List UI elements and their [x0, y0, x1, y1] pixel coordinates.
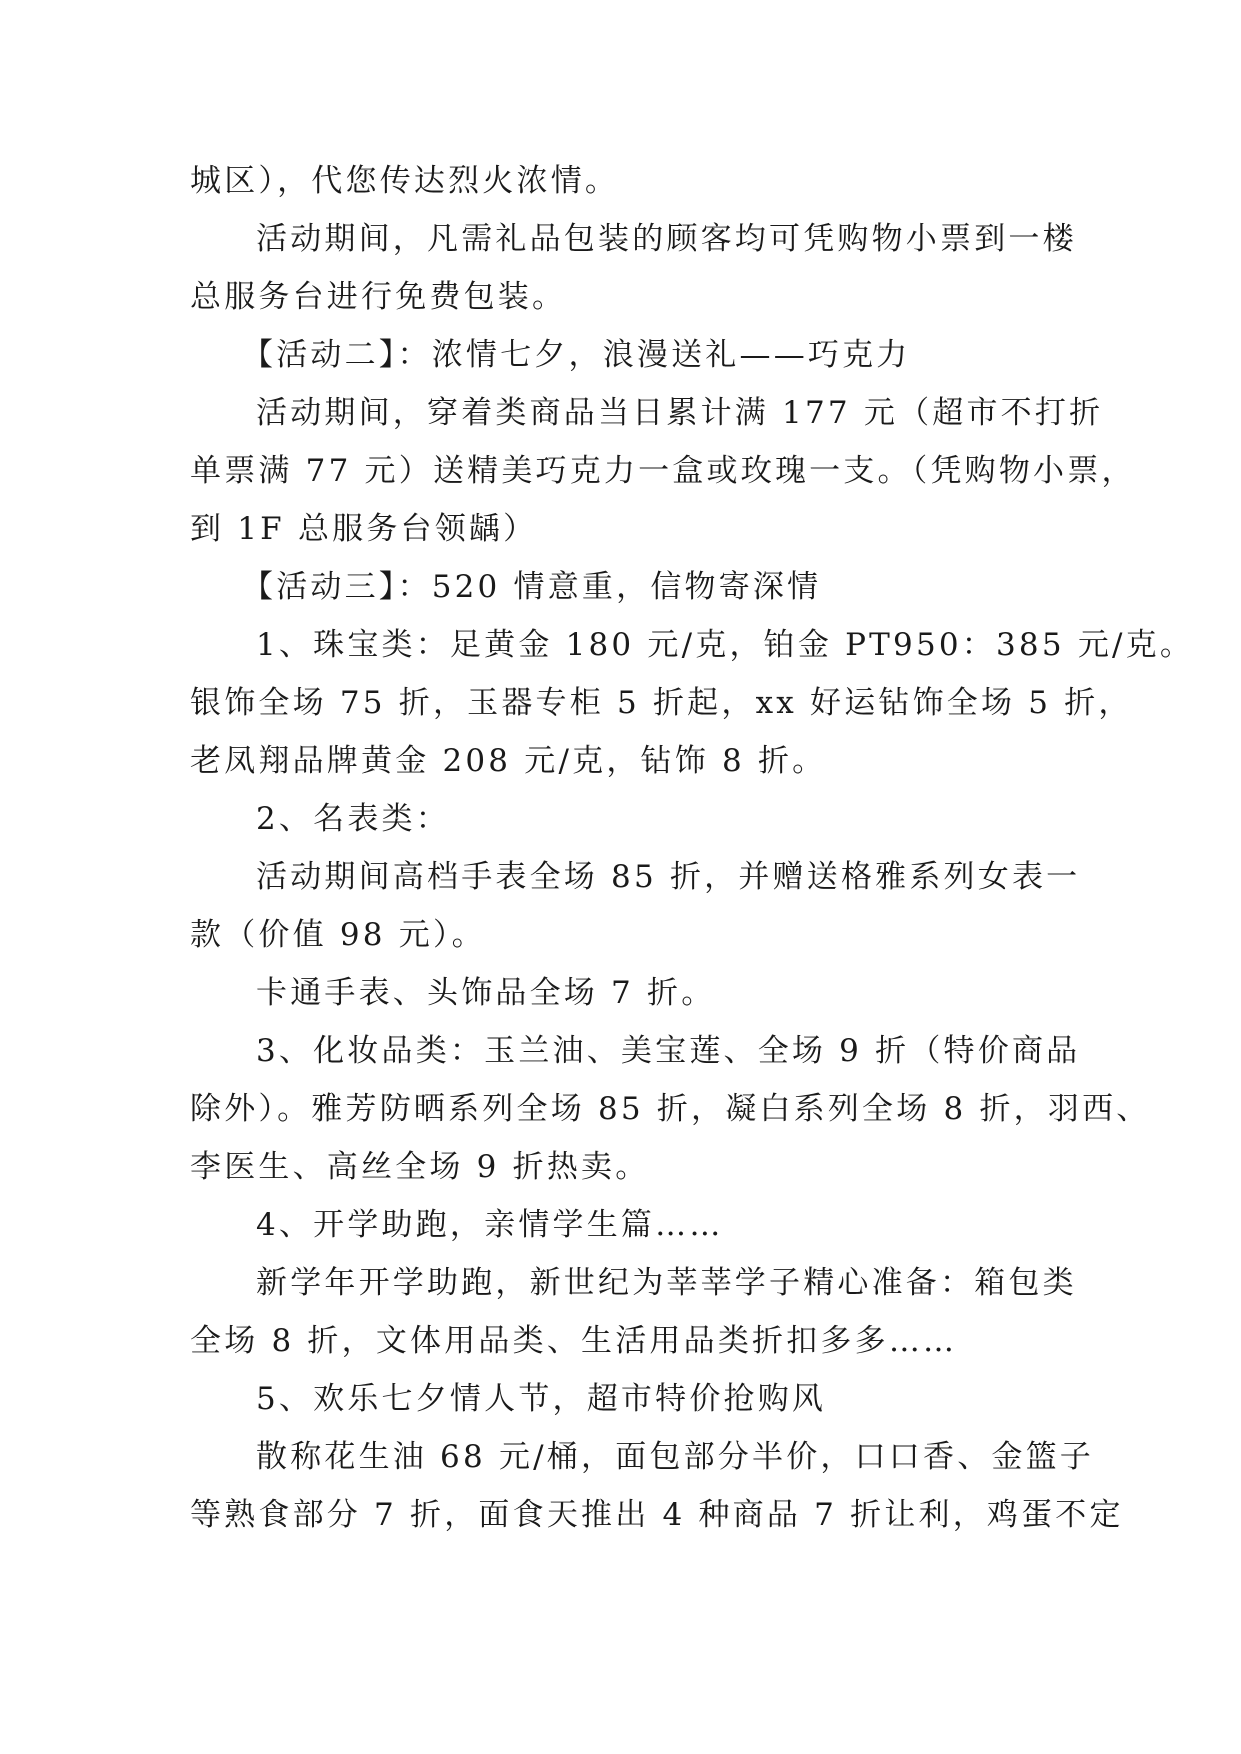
paragraph-line: 散称花生油 68 元/桶，面包部分半价，口口香、金篮子 [256, 1439, 1094, 1475]
paragraph-line: 李医生、高丝全场 9 折热卖。 [190, 1149, 650, 1185]
section-heading-activity-2: 【活动二】：浓情七夕，浪漫送礼——巧克力 [242, 337, 911, 373]
paragraph-line: 到 1F 总服务台领龋） [190, 511, 538, 547]
paragraph-line: 款（价值 98 元）。 [190, 917, 486, 953]
paragraph-line: 城区），代您传达烈火浓情。 [190, 163, 620, 199]
paragraph-line: 总服务台进行免费包装。 [190, 279, 567, 315]
paragraph-line: 老凤翔品牌黄金 208 元/克，钻饰 8 折。 [190, 743, 827, 779]
paragraph-line: 单票满 77 元）送精美巧克力一盒或玫瑰一支。（凭购物小票， [190, 453, 1136, 489]
paragraph-line: 除外）。雅芳防晒系列全场 85 折，凝白系列全场 8 折，羽西、 [190, 1091, 1151, 1127]
paragraph-line: 卡通手表、头饰品全场 7 折。 [256, 975, 716, 1011]
paragraph-line: 活动期间，凡需礼品包装的顾客均可凭购物小票到一楼 [256, 221, 1077, 257]
paragraph-line: 等熟食部分 7 折，面食天推出 4 种商品 7 折让利，鸡蛋不定 [190, 1497, 1124, 1533]
paragraph-line: 活动期间高档手表全场 85 折，并赠送格雅系列女表一 [256, 859, 1081, 895]
list-item-cosmetics: 3、化妆品类：玉兰油、美宝莲、全场 9 折（特价商品 [256, 1033, 1081, 1069]
paragraph-line: 新学年开学助跑，新世纪为莘莘学子精心准备：箱包类 [256, 1265, 1077, 1301]
list-item-watches: 2、名表类： [256, 801, 450, 837]
list-item-supermarket: 5、欢乐七夕情人节，超市特价抢购风 [256, 1381, 827, 1417]
list-item-school: 4、开学助跑，亲情学生篇…… [256, 1207, 724, 1243]
document-page [190, 152, 1195, 1544]
section-heading-activity-3: 【活动三】：520 情意重，信物寄深情 [242, 569, 822, 605]
list-item-jewelry: 1、珠宝类：足黄金 180 元/克，铂金 PT950：385 元/克。 [256, 627, 1195, 663]
paragraph-line: 全场 8 折，文体用品类、生活用品类折扣多多…… [190, 1323, 958, 1359]
paragraph-line: 银饰全场 75 折，玉器专柜 5 折起，xx 好运钻饰全场 5 折， [190, 685, 1133, 721]
paragraph-line: 活动期间，穿着类商品当日累计满 177 元（超市不打折 [256, 395, 1104, 431]
